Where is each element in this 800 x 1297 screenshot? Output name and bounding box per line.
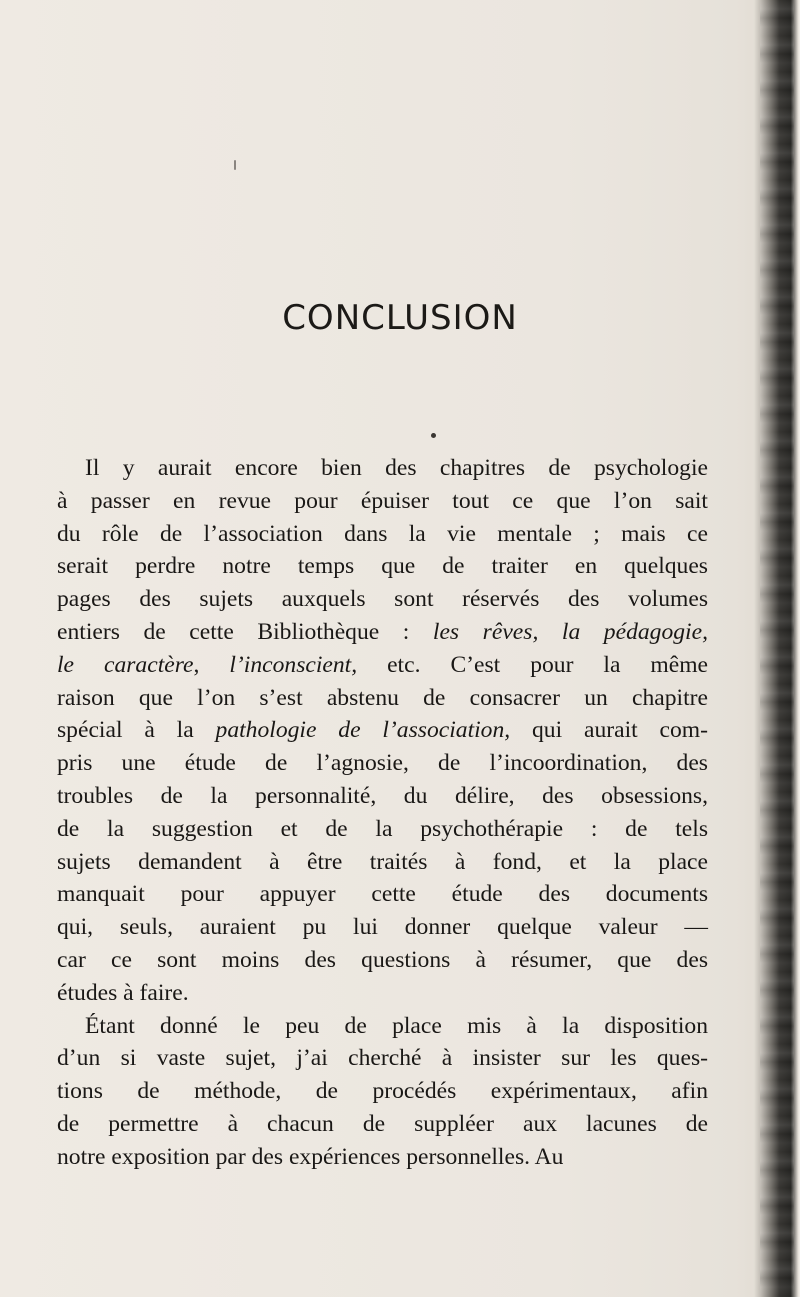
text-run: du rôle de l’association dans la vie mentale ; mais ce: [57, 520, 708, 547]
text-line: [57, 682, 708, 715]
text-run: études à faire.: [57, 979, 189, 1006]
text-line: [57, 944, 708, 977]
text-run: qui, seuls, auraient pu lui donner quelque valeur —: [57, 914, 708, 941]
text-line: [57, 1108, 708, 1141]
page-edge-texture: [760, 0, 794, 1297]
text-line: [57, 977, 708, 1010]
text-line: [57, 846, 708, 879]
text-line: [57, 1141, 708, 1174]
text-line: [57, 911, 708, 944]
ink-speck: [234, 160, 236, 170]
italic-text: le caractère: [57, 651, 194, 678]
text-line: [57, 518, 708, 551]
text-line: [57, 550, 708, 583]
text-line: [57, 1042, 708, 1075]
text-run: ,: [193, 651, 230, 678]
text-run: notre exposition par des expériences personnelles. Au: [57, 1143, 564, 1170]
text-run: raison que l’on s’est abstenu de consacrer un chapitre: [57, 684, 708, 711]
text-line: [57, 780, 708, 813]
text-line: [57, 878, 708, 911]
text-run: troubles de la personnalité, du délire, des obsessions,: [57, 782, 708, 809]
text-run: Il y aurait encore bien des chapitres de psychologie: [85, 455, 708, 481]
body-text: [57, 452, 708, 1174]
text-run: de permettre à chacun de suppléer aux lacunes de: [57, 1110, 708, 1137]
text-line: [57, 616, 708, 649]
paragraph-1: [57, 452, 708, 1010]
text-run: spécial à la: [57, 717, 216, 744]
text-run: de la suggestion et de la psychothérapie : de tels: [57, 815, 708, 842]
text-line: [57, 714, 708, 747]
text-run: etc. C’est pour la même: [357, 651, 709, 678]
text-run: Étant donné le peu de place mis à la disposition: [85, 1012, 708, 1039]
text-run: tions de méthode, de procédés expérimentaux, afin: [57, 1078, 708, 1105]
text-run: entiers de cette Bibliothèque :: [57, 618, 433, 645]
italic-text: pathologie de l’association,: [215, 717, 511, 744]
text-run: qui aurait com-: [510, 717, 709, 744]
text-run: pris une étude de l’agnosie, de l’incoordination, des: [57, 750, 708, 777]
text-run: pages des sujets auxquels sont réservés des volumes: [57, 586, 708, 613]
text-run: serait perdre notre temps que de traiter en quelques: [57, 553, 708, 580]
text-line: [57, 747, 708, 780]
text-run: à passer en revue pour épuiser tout ce que l’on sait: [57, 487, 708, 514]
text-run: car ce sont moins des questions à résumer, que des: [57, 946, 708, 973]
text-line: [57, 813, 708, 846]
text-run: sujets demandent à être traités à fond, et la place: [57, 848, 708, 875]
text-run: manquait pour appuyer cette étude des documents: [57, 881, 708, 908]
italic-text: les rêves, la pédagogie,: [432, 618, 708, 645]
text-line: [57, 1010, 708, 1043]
ink-speck: [431, 433, 436, 438]
text-run: d’un si vaste sujet, j’ai cherché à insister sur les ques-: [57, 1045, 708, 1072]
text-line: [57, 1075, 708, 1108]
text-line: [57, 485, 708, 518]
chapter-title: CONCLUSION: [282, 298, 518, 338]
text-line: [57, 649, 708, 682]
text-line: [57, 583, 708, 616]
italic-text: l’inconscient,: [229, 651, 358, 678]
text-line: [57, 452, 708, 485]
paragraph-2: [57, 1010, 708, 1174]
